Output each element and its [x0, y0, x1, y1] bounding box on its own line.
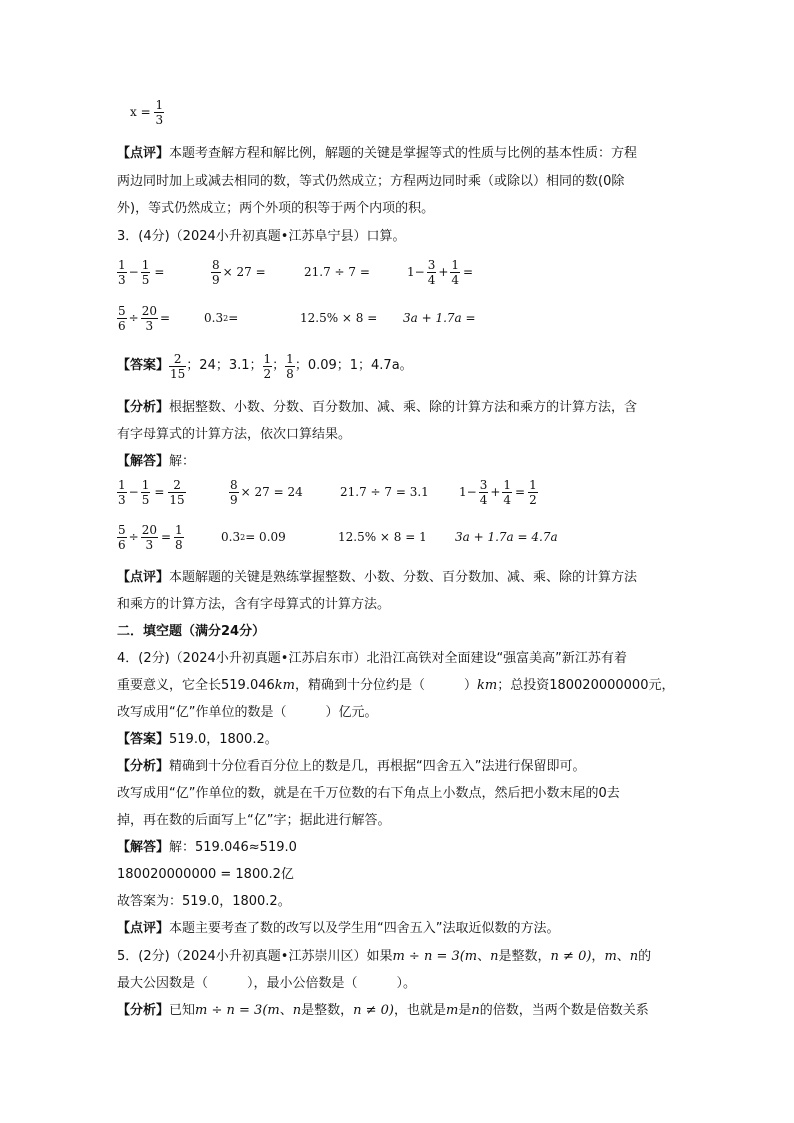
q4-answer: 【答案】519.0，1800.2。 — [117, 732, 278, 747]
q5-analysis: 【分析】已知m ÷ n = 3(m、n是整数，n ≠ 0)，也就是m是n的倍数，当两个数是倍数关系 — [117, 1003, 649, 1018]
top-eq-fraction: $\frac{1}{3}$ — [155, 98, 164, 127]
q3-answer: 【答案】 2 15 ；24；3.1； 1 2 ； 1 8 ；0.09；1；4.7a。 — [117, 351, 413, 381]
q3-r1-c1: 1 3 − $\frac{1}{5}$ = — [118, 257, 165, 287]
q3-analysis-line-2: 有字母算式的计算方法，依次口算结果。 — [117, 427, 352, 442]
q5-line-1: 5．(2分)（2024小升初真题•江苏崇川区）如果m ÷ n = 3(m、n是整数，n ≠ 0)，m、n的 — [117, 949, 652, 964]
q3-comment-line-2: 和乘方的计算方法，含有字母算式的计算方法。 — [117, 597, 391, 612]
q3-s1-c2: $\frac{8}{9}$ × 27 = 24 — [230, 477, 303, 507]
q3-r1-c4: 1− $\frac{3}{4}$ + $\frac{1}{4}$ = — [407, 257, 474, 287]
q4-analysis-line-1: 【分析】精确到十分位看百分位上的数是几，再根据“四舍五入”法进行保留即可。 — [117, 759, 586, 774]
question-3-title: 3．(4分)（2024小升初真题•江苏阜宁县）口算。 — [117, 229, 406, 244]
q4-comment: 【点评】本题主要考查了数的改写以及学生用“四舍五入”法取近似数的方法。 — [117, 921, 560, 936]
q4-solution-line-2: 180020000000 = 1800.2亿 — [117, 867, 294, 882]
q3-r1-c2: $\frac{8}{9}$ × 27 = — [212, 257, 266, 287]
comment-1-line-2: 两边同时加上或减去相同的数，等式仍然成立；方程两边同时乘（或除以）相同的数(0除 — [117, 174, 625, 189]
top-eq-lhs: x = — [130, 105, 151, 119]
q3-r2-c3: 12.5% × 8 = — [300, 311, 378, 325]
comment-1-line-1: 【点评】本题考查解方程和解比例，解题的关键是掌握等式的性质与比例的基本性质：方程 — [117, 146, 638, 161]
q3-comment-line-1: 【点评】本题解题的关键是熟练掌握整数、小数、分数、百分数加、减、乘、除的计算方法 — [117, 570, 638, 585]
q3-analysis-line-1: 【分析】根据整数、小数、分数、百分数加、减、乘、除的计算方法和乘方的计算方法，含 — [117, 400, 638, 415]
q4-solution-line-3: 故答案为：519.0，1800.2。 — [117, 894, 291, 909]
comment-1-line-3: 外)，等式仍然成立；两个外项的积等于两个内项的积。 — [117, 201, 435, 216]
q3-solution-head: 【解答】解： — [117, 454, 196, 469]
q3-s2-c3: 12.5% × 8 = 1 — [338, 530, 427, 544]
q3-r2-c4: 3a + 1.7a = — [403, 311, 476, 325]
q5-line-2: 最大公因数是（ ），最小公倍数是（ ）。 — [117, 976, 417, 991]
q3-r1-c3: 21.7 ÷ 7 = — [304, 265, 370, 279]
q3-r2-c1: $\frac{5}{6}$ ÷ $\frac{20}{3}$ = — [118, 303, 171, 333]
q4-analysis-line-2: 改写成用“亿”作单位的数，就是在千万位数的右下角点上小数点，然后把小数末尾的0去 — [117, 786, 620, 801]
top-equation — [130, 98, 164, 127]
q4-analysis-line-3: 掉，再在数的后面写上“亿”字；据此进行解答。 — [117, 813, 391, 828]
q3-r2-c2: 0.3 2 = — [204, 311, 239, 325]
q3-s1-c1: 1 3 − $\frac{1}{5}$ = $\frac{2}{15}$ — [118, 477, 185, 507]
q3-s2-c1: $\frac{5}{6}$ ÷ $\frac{20}{3}$ = $\frac{1}{8}$ — [118, 522, 183, 552]
q4-line-1: 4．(2分)（2024小升初真题•江苏启东市）北沿江高铁对全面建设“强富美高”新江苏有着 — [117, 651, 627, 666]
section-2-heading: 二．填空题（满分24分） — [117, 624, 266, 639]
q4-solution-line-1: 【解答】解：519.046≈519.0 — [117, 840, 297, 855]
q3-s2-c4: 3a + 1.7a = 4.7a — [455, 530, 558, 544]
q3-s1-c4: 1− $\frac{3}{4}$ + $\frac{1}{4}$ = $\frac{1}{2}$ — [459, 477, 537, 507]
q3-s1-c3: 21.7 ÷ 7 = 3.1 — [340, 485, 429, 499]
q4-line-3: 改写成用“亿”作单位的数是（ ）亿元。 — [117, 705, 378, 720]
q3-s2-c2: 0.3 2 = 0.09 — [221, 530, 286, 544]
q4-line-2: 重要意义，它全长519.046km，精确到十分位约是（ ）km；总投资180020000000元， — [117, 678, 675, 693]
